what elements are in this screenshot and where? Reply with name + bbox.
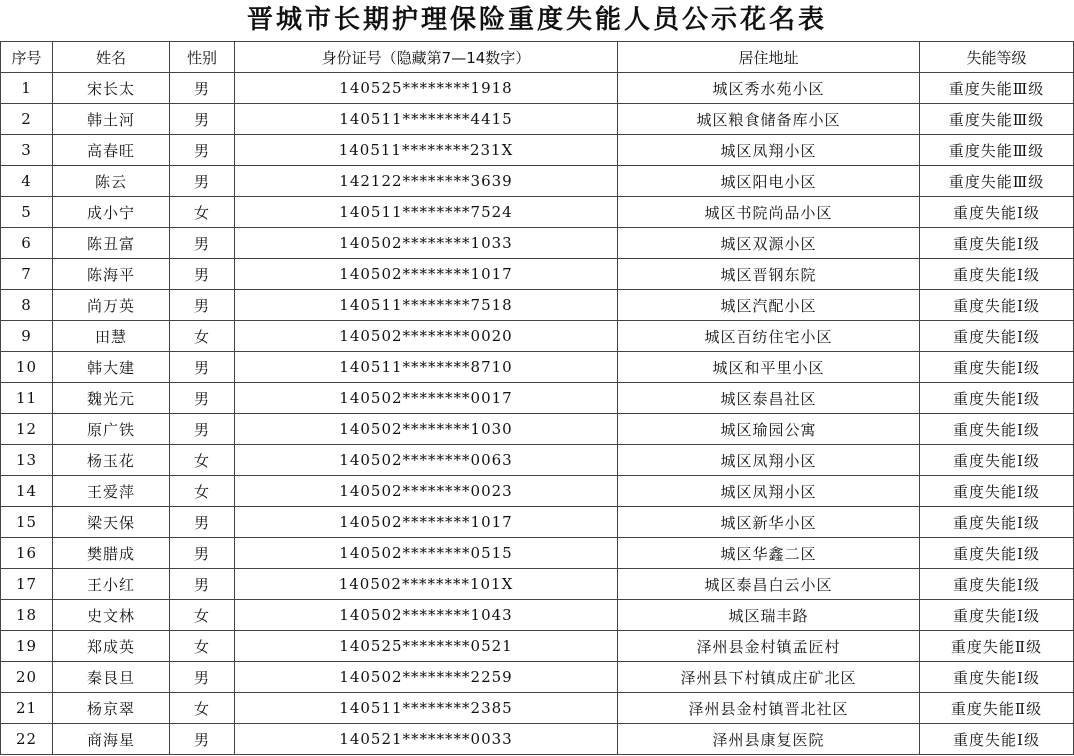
table-row [1,538,1074,569]
cell-id: 142122********3639 [235,166,618,197]
cell-id: 140511********7518 [235,290,618,321]
cell-gender: 男 [170,414,235,445]
table-row [1,569,1074,600]
cell-level: 重度失能Ⅲ级 [920,104,1074,135]
cell-name: 陈海平 [53,259,170,290]
page-title: 晋城市长期护理保险重度失能人员公示花名表 [246,5,827,35]
cell-gender: 男 [170,383,235,414]
table-row [1,693,1074,724]
cell-id: 140502********1030 [235,414,618,445]
cell-gender: 男 [170,104,235,135]
cell-no: 4 [1,166,53,197]
table-row [1,73,1074,104]
cell-name: 魏光元 [53,383,170,414]
table-header [1,42,1074,73]
cell-id: 140502********101X [235,569,618,600]
cell-address: 泽州县康复医院 [618,724,920,755]
cell-address: 城区晋钢东院 [618,259,920,290]
cell-address: 城区秀水苑小区 [618,73,920,104]
cell-no: 11 [1,383,53,414]
table-row [1,662,1074,693]
table-row [1,476,1074,507]
cell-address: 城区百纺住宅小区 [618,321,920,352]
cell-level: 重度失能Ⅲ级 [920,73,1074,104]
cell-level: 重度失能Ⅲ级 [920,135,1074,166]
cell-gender: 男 [170,662,235,693]
cell-level: 重度失能Ⅱ级 [920,631,1074,662]
cell-no: 21 [1,693,53,724]
cell-level: 重度失能Ⅰ级 [920,383,1074,414]
table-body [1,73,1074,755]
cell-address: 城区泰昌社区 [618,383,920,414]
cell-id: 140502********2259 [235,662,618,693]
cell-no: 6 [1,228,53,259]
cell-id: 140502********0017 [235,383,618,414]
cell-level: 重度失能Ⅰ级 [920,724,1074,755]
cell-name: 成小宁 [53,197,170,228]
cell-level: 重度失能Ⅱ级 [920,693,1074,724]
cell-address: 城区阳电小区 [618,166,920,197]
cell-address: 泽州县金村镇晋北社区 [618,693,920,724]
cell-name: 陈云 [53,166,170,197]
header-address: 居住地址 [618,42,920,73]
cell-address: 城区华鑫二区 [618,538,920,569]
cell-gender: 男 [170,569,235,600]
cell-no: 1 [1,73,53,104]
table-row [1,414,1074,445]
cell-no: 5 [1,197,53,228]
cell-name: 商海星 [53,724,170,755]
cell-gender: 女 [170,321,235,352]
cell-level: 重度失能Ⅰ级 [920,476,1074,507]
cell-no: 3 [1,135,53,166]
cell-no: 2 [1,104,53,135]
cell-level: 重度失能Ⅰ级 [920,507,1074,538]
cell-name: 秦艮旦 [53,662,170,693]
cell-gender: 男 [170,724,235,755]
cell-gender: 男 [170,228,235,259]
cell-id: 140511********7524 [235,197,618,228]
header-name: 姓名 [53,42,170,73]
cell-level: 重度失能Ⅰ级 [920,538,1074,569]
header-gender: 性别 [170,42,235,73]
cell-no: 20 [1,662,53,693]
cell-name: 史文林 [53,600,170,631]
cell-no: 12 [1,414,53,445]
cell-address: 城区新华小区 [618,507,920,538]
cell-level: 重度失能Ⅲ级 [920,166,1074,197]
cell-id: 140502********1033 [235,228,618,259]
cell-level: 重度失能Ⅰ级 [920,197,1074,228]
cell-address: 城区泰昌白云小区 [618,569,920,600]
cell-level: 重度失能Ⅰ级 [920,600,1074,631]
cell-address: 城区凤翔小区 [618,135,920,166]
cell-address: 城区粮食储备库小区 [618,104,920,135]
cell-gender: 男 [170,166,235,197]
cell-level: 重度失能Ⅰ级 [920,352,1074,383]
table-row [1,259,1074,290]
cell-no: 8 [1,290,53,321]
header-id: 身份证号（隐藏第7—14数字） [235,42,618,73]
cell-no: 15 [1,507,53,538]
cell-level: 重度失能Ⅰ级 [920,569,1074,600]
table-row [1,383,1074,414]
cell-id: 140525********1918 [235,73,618,104]
cell-id: 140511********2385 [235,693,618,724]
table-row [1,724,1074,755]
cell-name: 王爱萍 [53,476,170,507]
cell-name: 杨京翠 [53,693,170,724]
cell-gender: 男 [170,538,235,569]
cell-no: 14 [1,476,53,507]
cell-name: 梁天保 [53,507,170,538]
cell-gender: 女 [170,445,235,476]
cell-name: 樊腊成 [53,538,170,569]
cell-address: 城区和平里小区 [618,352,920,383]
cell-name: 韩大建 [53,352,170,383]
cell-gender: 男 [170,290,235,321]
cell-gender: 男 [170,259,235,290]
table-row [1,197,1074,228]
cell-level: 重度失能Ⅰ级 [920,290,1074,321]
table-row [1,507,1074,538]
cell-id: 140502********1017 [235,259,618,290]
cell-gender: 男 [170,507,235,538]
cell-address: 城区凤翔小区 [618,476,920,507]
roster-table [0,41,1074,755]
cell-no: 19 [1,631,53,662]
cell-id: 140525********0521 [235,631,618,662]
cell-id: 140502********1017 [235,507,618,538]
cell-name: 尚万英 [53,290,170,321]
cell-gender: 男 [170,73,235,104]
table-row [1,352,1074,383]
table-row [1,104,1074,135]
cell-address: 城区瑞丰路 [618,600,920,631]
cell-address: 泽州县下村镇成庄矿北区 [618,662,920,693]
cell-name: 郑成英 [53,631,170,662]
cell-gender: 男 [170,135,235,166]
cell-no: 10 [1,352,53,383]
cell-address: 城区汽配小区 [618,290,920,321]
table-row [1,321,1074,352]
cell-address: 城区书院尚品小区 [618,197,920,228]
cell-no: 18 [1,600,53,631]
cell-no: 7 [1,259,53,290]
cell-level: 重度失能Ⅰ级 [920,321,1074,352]
header-no: 序号 [1,42,53,73]
cell-no: 16 [1,538,53,569]
cell-name: 陈丑富 [53,228,170,259]
cell-no: 9 [1,321,53,352]
cell-no: 22 [1,724,53,755]
cell-id: 140502********0023 [235,476,618,507]
cell-address: 泽州县金村镇孟匠村 [618,631,920,662]
cell-name: 高春旺 [53,135,170,166]
cell-gender: 女 [170,631,235,662]
cell-level: 重度失能Ⅰ级 [920,259,1074,290]
table-row [1,166,1074,197]
cell-address: 城区凤翔小区 [618,445,920,476]
cell-gender: 男 [170,352,235,383]
cell-name: 杨玉花 [53,445,170,476]
cell-name: 原广铁 [53,414,170,445]
cell-name: 韩土河 [53,104,170,135]
cell-gender: 女 [170,600,235,631]
cell-no: 13 [1,445,53,476]
cell-id: 140511********8710 [235,352,618,383]
cell-level: 重度失能Ⅰ级 [920,445,1074,476]
header-level: 失能等级 [920,42,1074,73]
cell-id: 140502********0063 [235,445,618,476]
cell-gender: 女 [170,476,235,507]
table-row [1,445,1074,476]
table-row [1,600,1074,631]
cell-name: 王小红 [53,569,170,600]
cell-gender: 女 [170,693,235,724]
cell-id: 140511********231X [235,135,618,166]
table-row [1,228,1074,259]
table-row [1,290,1074,321]
cell-no: 17 [1,569,53,600]
cell-id: 140502********0515 [235,538,618,569]
header-row [1,42,1074,73]
cell-id: 140502********0020 [235,321,618,352]
cell-gender: 女 [170,197,235,228]
cell-id: 140502********1043 [235,600,618,631]
cell-level: 重度失能Ⅰ级 [920,228,1074,259]
cell-name: 宋长太 [53,73,170,104]
cell-id: 140521********0033 [235,724,618,755]
cell-address: 城区瑜园公寓 [618,414,920,445]
cell-level: 重度失能Ⅰ级 [920,662,1074,693]
cell-id: 140511********4415 [235,104,618,135]
cell-address: 城区双源小区 [618,228,920,259]
cell-name: 田慧 [53,321,170,352]
table-row [1,631,1074,662]
cell-level: 重度失能Ⅰ级 [920,414,1074,445]
table-row [1,135,1074,166]
